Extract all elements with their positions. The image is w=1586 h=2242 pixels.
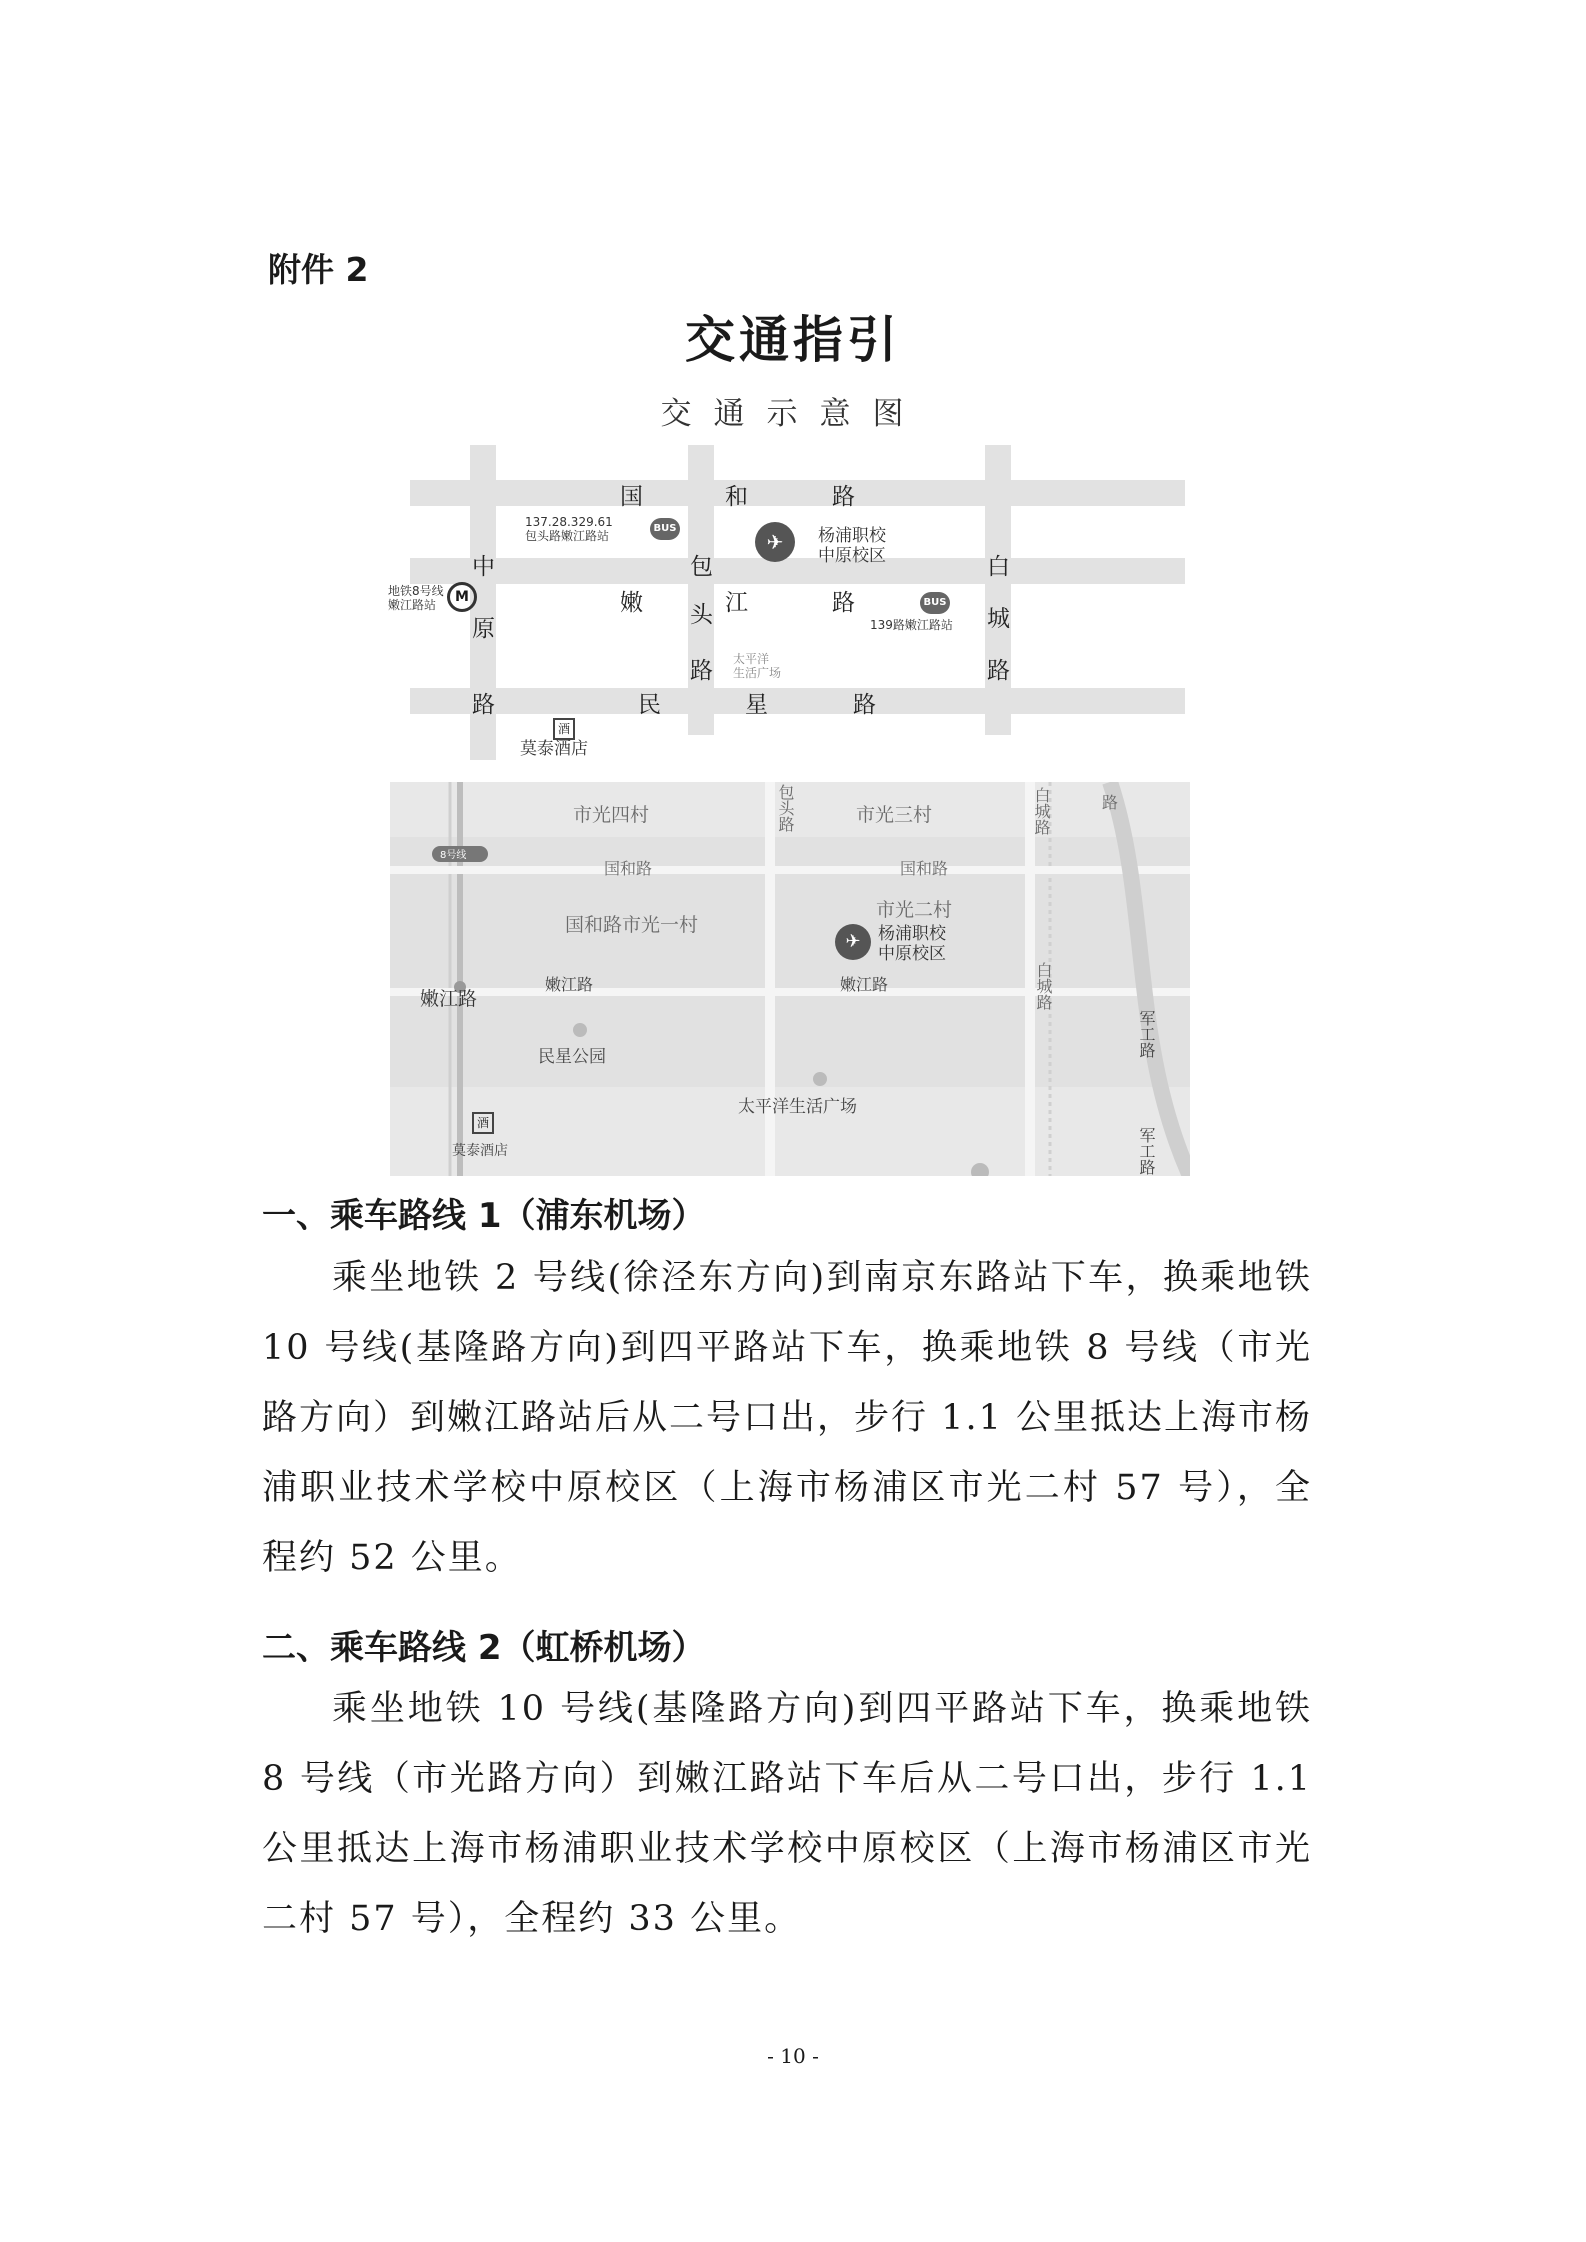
hotel-icon: 酒 [472, 1112, 494, 1134]
road-baicheng [985, 445, 1011, 735]
school-campus: 中原校区 [878, 944, 946, 964]
map-subtitle: 交通示意图 [660, 396, 926, 432]
road-label: 路 [832, 484, 855, 510]
schematic-map [388, 440, 1195, 760]
road-label: 白 [987, 554, 1010, 580]
school-name: 杨浦职校 [878, 924, 946, 944]
road-label: 星 [745, 692, 768, 718]
school-label [818, 526, 886, 566]
map-label: 市光三村 [856, 804, 933, 826]
school-icon: ✈ [755, 522, 795, 562]
road-label: 中 [472, 554, 495, 580]
route1-body: 乘坐地铁 2 号线(徐泾东方向)到南京东路站下车，换乘地铁 10 号线(基隆路方向)到四平路站下车，换乘地铁 8 号线（市光路方向）到嫩江路站后从二号口出，步行 1.1 公里抵达上海市杨浦职业技术学校中原校区（上海市杨浦区市光二村 57 号），全程约 52 公里。 [262, 1258, 1312, 1578]
road-minxing [410, 688, 1185, 714]
road-label: 路 [472, 692, 495, 718]
map-label: 国和路 [604, 859, 653, 878]
hotel-label: 莫泰酒店 [520, 739, 588, 759]
road-label: 路 [832, 590, 855, 616]
road-label: 头 [690, 602, 713, 628]
plaza-line1: 太平洋 [733, 652, 770, 666]
map-label: 军工路 [1137, 1010, 1156, 1058]
metro-icon: M [447, 582, 477, 612]
map-label: 白城路 [1032, 787, 1051, 835]
route2-heading: 二、乘车路线 2（虹桥机场） [262, 1628, 706, 1668]
map-label: 市光四村 [573, 804, 650, 826]
road-label: 国 [620, 484, 643, 510]
bus-stop-name: 包头路嫩江路站 [525, 529, 610, 543]
bus-icon: BUS [920, 592, 950, 614]
road-label: 江 [725, 590, 748, 616]
road-label: 包 [690, 554, 713, 580]
street-map [390, 782, 1190, 1176]
map-label: 白城路 [1034, 962, 1053, 1010]
bus-stop-label [525, 515, 613, 543]
map-label: 太平洋生活广场 [738, 1097, 857, 1117]
road-label: 和 [725, 484, 748, 510]
map-label: 民星公园 [538, 1047, 606, 1067]
attachment-label: 附件 2 [268, 250, 369, 289]
map-label: 国和路 [900, 859, 949, 878]
page-title: 交通指引 [685, 310, 901, 369]
school-name: 杨浦职校 [818, 526, 886, 546]
metro-station: 嫩江路站 [388, 598, 437, 612]
map-label: 嫩江路 [545, 975, 594, 994]
road-label: 民 [638, 692, 661, 718]
metro-line-badge: 8号线 [440, 850, 467, 861]
map-label: 包头路 [776, 784, 795, 832]
school-icon: ✈ [835, 924, 871, 960]
page-number: - 10 - [767, 2044, 819, 2068]
map-label: 嫩江路 [840, 975, 889, 994]
road-label: 路 [987, 658, 1010, 684]
school-campus: 中原校区 [818, 546, 886, 566]
plaza-label [733, 652, 781, 680]
road-baotou [688, 445, 714, 735]
map-label: 路 [1102, 793, 1119, 812]
road-label: 原 [472, 616, 495, 642]
route1-heading: 一、乘车路线 1（浦东机场） [262, 1196, 706, 1236]
school-label [878, 924, 946, 964]
map-label: 军工路 [1137, 1127, 1156, 1175]
bus-stop-label: 139路嫩江路站 [870, 618, 953, 632]
road-label: 路 [690, 658, 713, 684]
bus-icon: BUS [650, 518, 680, 540]
road-label: 嫩 [620, 590, 643, 616]
metro-station-label: 嫩江路 [420, 988, 478, 1010]
plaza-line2: 生活广场 [733, 666, 782, 680]
map-label: 市光二村 [876, 899, 953, 921]
route2-body: 乘坐地铁 10 号线(基隆路方向)到四平路站下车，换乘地铁 8 号线（市光路方向）到嫩江路站下车后从二号口出，步行 1.1 公里抵达上海市杨浦职业技术学校中原校区（上海市杨浦区市光二村 57 号），全程约 33 公里。 [262, 1689, 1312, 1939]
map-label: 国和路市光一村 [565, 914, 699, 936]
metro-line: 地铁8号线 [388, 584, 444, 598]
metro-label [388, 584, 444, 612]
road-guohe [410, 480, 1185, 506]
map-label: 莫泰酒店 [452, 1143, 508, 1159]
hotel-icon: 酒 [553, 718, 575, 740]
road-label: 路 [853, 692, 876, 718]
bus-stop-lines: 137.28.329.61 [525, 515, 613, 529]
road-nenjiang [410, 558, 1185, 584]
road-label: 城 [987, 606, 1010, 632]
